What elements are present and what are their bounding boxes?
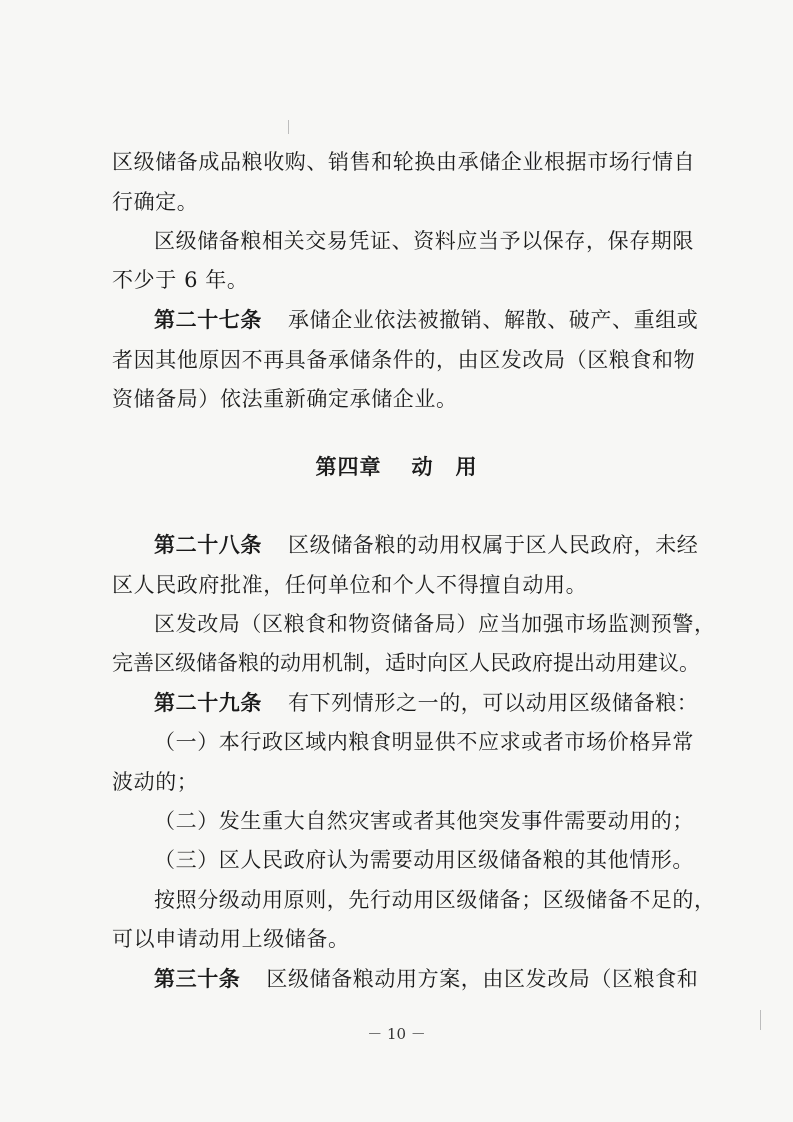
paragraph-line: 按照分级动用原则，先行动用区级储备；区级储备不足的， xyxy=(154,888,716,912)
article-30-title: 第三十条 xyxy=(154,966,241,991)
paragraph-line: 可以申请动用上级储备。 xyxy=(112,927,350,951)
article-28-title: 第二十八条 xyxy=(154,532,262,557)
list-item: （一）本行政区域内粮食明显供不应求或者市场价格异常 xyxy=(154,730,694,754)
list-item: 波动的； xyxy=(112,770,199,794)
paragraph-line: 资储备局）依法重新确定承储企业。 xyxy=(112,387,458,411)
paragraph-line: 者因其他原因不再具备承储条件的，由区发改局（区粮食和物 xyxy=(112,348,696,372)
article-28-text: 区级储备粮的动用权属于区人民政府，未经 xyxy=(288,533,699,557)
article-27-line xyxy=(154,305,699,335)
article-27-title: 第二十七条 xyxy=(154,307,262,332)
paragraph-line: 行确定。 xyxy=(112,190,199,214)
list-item: （二）发生重大自然灾害或者其他突发事件需要动用的； xyxy=(154,809,694,833)
paragraph-line: 不少于 6 年。 xyxy=(112,268,249,292)
paragraph-line: 区人民政府批准，任何单位和个人不得擅自动用。 xyxy=(112,573,588,597)
paragraph-line: 区发改局（区粮食和物资储备局）应当加强市场监测预警， xyxy=(154,612,716,636)
paragraph-line: 完善区级储备粮的动用机制，适时向区人民政府提出动用建议。 xyxy=(112,651,700,675)
chapter-number: 第四章 xyxy=(315,454,382,479)
scan-mark xyxy=(288,120,289,134)
chapter-heading xyxy=(0,452,793,482)
list-item: （三）区人民政府认为需要动用区级储备粮的其他情形。 xyxy=(154,848,694,872)
paragraph-line: 区级储备粮相关交易凭证、资料应当予以保存，保存期限 xyxy=(154,229,694,253)
article-29-title: 第二十九条 xyxy=(154,690,262,715)
chapter-name: 动 用 xyxy=(411,454,478,479)
page-number: － 10 － xyxy=(367,1025,426,1043)
article-27-text: 承储企业依法被撤销、解散、破产、重组或 xyxy=(288,308,699,332)
article-30-line xyxy=(154,964,699,994)
article-29-text: 有下列情形之一的，可以动用区级储备粮： xyxy=(288,691,699,715)
article-30-text: 区级储备粮动用方案，由区发改局（区粮食和 xyxy=(266,967,699,991)
scan-mark xyxy=(760,1010,761,1030)
article-28-line xyxy=(154,530,699,560)
paragraph-line: 区级储备成品粮收购、销售和轮换由承储企业根据市场行情自 xyxy=(112,150,696,174)
article-29-line xyxy=(154,688,699,718)
